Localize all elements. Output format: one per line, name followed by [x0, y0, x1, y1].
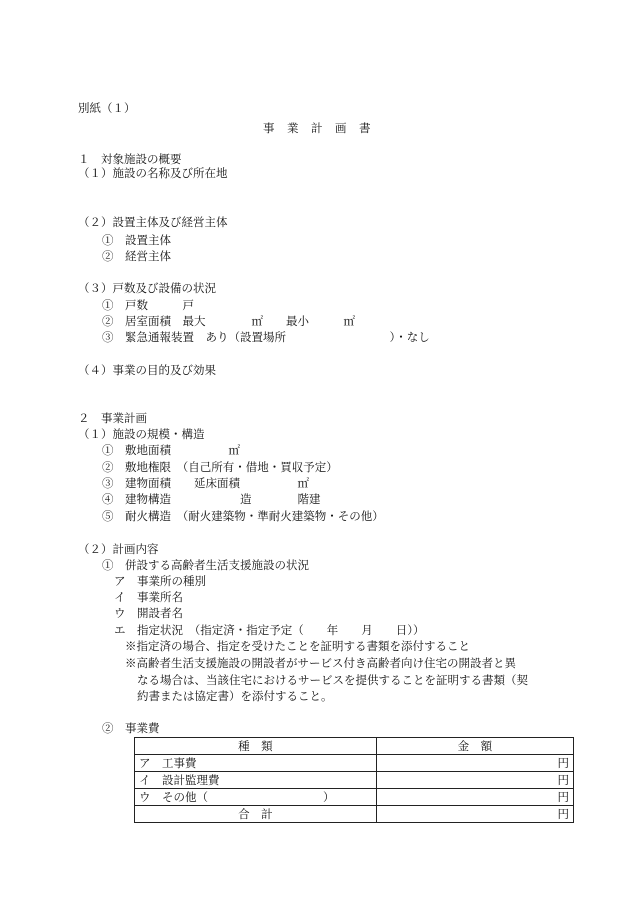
emergency-alarm-line: ③ 緊急通報装置 あり（設置場所 ）・なし [102, 330, 430, 344]
column-header-amount: 金 額 [376, 738, 573, 755]
total-label-cell: 合 計 [135, 806, 377, 823]
cost-type-cell: イ 設計監理費 [135, 772, 377, 789]
table-header-row [135, 738, 574, 755]
building-area-line: ③ 建物面積 延床面積 ㎡ [102, 476, 309, 490]
section-1-2-heading: （２）設置主体及び経営主体 [78, 215, 228, 229]
project-cost-heading: ② 事業費 [102, 721, 160, 735]
section-1-2-item: ② 経営主体 [102, 249, 171, 263]
section-2-2-heading: （２）計画内容 [78, 542, 159, 556]
note-operator-line: 約書または協定書）を添付すること。 [137, 689, 333, 703]
note-operator-line: なる場合は、当該住宅におけるサービスを提供することを証明する書類（契 [137, 673, 528, 687]
total-amount-cell: 円 [376, 806, 573, 823]
units-count-line: ① 戸数 戸 [102, 298, 194, 312]
support-facility-sub: イ 事業所名 [114, 590, 183, 604]
table-row [135, 772, 574, 789]
support-facility-sub: ウ 開設者名 [114, 606, 183, 620]
site-rights-line: ② 敷地権限 （自己所有・借地・買収予定） [102, 460, 338, 474]
attachment-label: 別紙（１） [78, 101, 136, 115]
site-area-line: ① 敷地面積 ㎡ [102, 443, 240, 457]
section-1-1-heading: （１）施設の名称及び所在地 [78, 166, 228, 180]
section-1-4-heading: （４）事業の目的及び効果 [78, 363, 216, 377]
room-area-line: ② 居室面積 最大 ㎡ 最小 ㎡ [102, 314, 355, 328]
table-total-row [135, 806, 574, 823]
section-1-3-heading: （３）戸数及び設備の状況 [78, 281, 216, 295]
fireproof-structure-line: ⑤ 耐火構造 （耐火建築物・準耐火建築物・その他） [102, 509, 384, 523]
note-operator-line: ※高齢者生活支援施設の開設者がサービス付き高齢者向け住宅の開設者と異 [125, 656, 516, 670]
table-row [135, 789, 574, 806]
note-designation: ※指定済の場合、指定を受けたことを証明する書類を添付すること [125, 639, 470, 653]
section-1-2-item: ① 設置主体 [102, 233, 171, 247]
support-facility-line: ① 併設する高齢者生活支援施設の状況 [102, 558, 309, 572]
cost-amount-cell: 円 [376, 755, 573, 772]
section-2-heading: ２ 事業計画 [78, 411, 147, 425]
building-structure-line: ④ 建物構造 造 階建 [102, 492, 321, 506]
support-facility-sub: ア 事業所の種別 [114, 574, 206, 588]
support-facility-sub: エ 指定状況 （指定済・指定予定（ 年 月 日）） [114, 623, 425, 637]
section-2-1-heading: （１）施設の規模・構造 [78, 427, 205, 441]
cost-type-cell: ア 工事費 [135, 755, 377, 772]
section-1-heading: １ 対象施設の概要 [78, 152, 182, 166]
cost-amount-cell: 円 [376, 789, 573, 806]
project-cost-table [134, 737, 574, 823]
table-row [135, 755, 574, 772]
cost-type-cell: ウ その他（ ） [135, 789, 377, 806]
column-header-type: 種 類 [135, 738, 377, 755]
cost-amount-cell: 円 [376, 772, 573, 789]
document-title: 事 業 計 画 書 [263, 121, 371, 135]
